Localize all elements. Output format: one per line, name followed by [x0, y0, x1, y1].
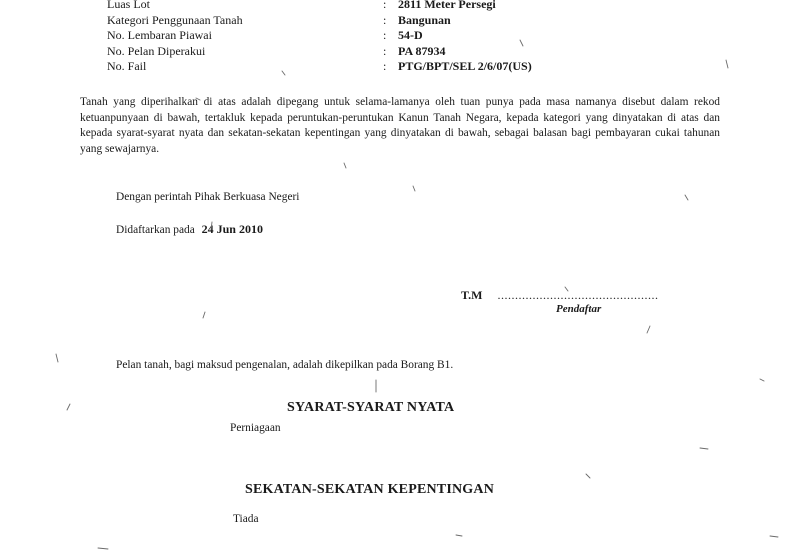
field-value: 2811 Meter Persegi [398, 0, 496, 11]
scan-speck [456, 535, 462, 536]
scan-speck [98, 548, 108, 549]
signature-dots: .............................................. [497, 288, 659, 302]
field-colon: : [383, 28, 387, 43]
scan-speck [413, 186, 415, 191]
field-colon: : [383, 0, 387, 11]
scan-speck [67, 404, 70, 410]
scan-speck [700, 448, 708, 449]
field-row-land-use-category [107, 13, 627, 29]
scan-speck [760, 379, 764, 381]
registration-label: Didaftarkan pada [116, 224, 195, 236]
registrar-title: Pendaftar [556, 303, 602, 315]
registration-line [116, 222, 263, 237]
scan-speck [726, 60, 728, 68]
field-label: No. Fail [107, 59, 147, 74]
restrictions-heading: SEKATAN-SEKATAN KEPENTINGAN [245, 482, 495, 497]
registration-date: 24 Jun 2010 [201, 222, 263, 236]
signature-prefix: T.M [461, 288, 483, 302]
land-details-table [107, 0, 627, 75]
scan-speck [56, 354, 58, 362]
express-conditions-body: Perniagaan [230, 422, 281, 434]
field-row-standard-sheet-no [107, 28, 627, 44]
scan-speck [586, 474, 590, 478]
field-value: 54-D [398, 28, 423, 43]
field-colon: : [383, 12, 387, 27]
tenure-paragraph: Tanah yang diperihalkan di atas adalah dipegang untuk selama-lamanya oleh tuan punya pada masa namanya disebut dalam rekod ketuanpunyaan di bawah, tertakluk kepada peruntukan-peruntukan Kanun Tanah Negara, kepada kategori yang dinyatakan di atas dan kepada syarat-syarat nyata dan sekatan-sekatan kepentingan yang dinyatakan di bawah, sebagai balasan bagi pembayaran cukai tahunan yang sewajarnya. [80, 96, 720, 155]
scan-speck [685, 195, 688, 200]
field-label: No. Pelan Diperakui [107, 43, 206, 58]
field-colon: : [383, 43, 387, 58]
field-value: Bangunan [398, 12, 451, 27]
field-value: PA 87934 [398, 43, 446, 58]
field-value: PTG/BPT/SEL 2/6/07(US) [398, 59, 532, 74]
restrictions-body: Tiada [233, 513, 259, 525]
express-conditions-heading: SYARAT-SYARAT NYATA [287, 400, 455, 415]
field-row-lot-area [107, 0, 627, 13]
field-label: Kategori Penggunaan Tanah [107, 12, 243, 27]
field-label: No. Lembaran Piawai [107, 28, 212, 43]
plan-note: Pelan tanah, bagi maksud pengenalan, adalah dikepilkan pada Borang B1. [116, 359, 454, 371]
scan-speck [344, 163, 346, 168]
field-row-file-no [107, 59, 627, 75]
field-label: Luas Lot [107, 0, 150, 11]
scan-speck [203, 312, 205, 318]
signature-line [461, 288, 658, 303]
state-authority-order: Dengan perintah Pihak Berkuasa Negeri [116, 191, 300, 203]
field-colon: : [383, 59, 387, 74]
scan-speck [770, 536, 778, 537]
field-row-certified-plan-no [107, 44, 627, 60]
scan-speck [647, 326, 650, 333]
